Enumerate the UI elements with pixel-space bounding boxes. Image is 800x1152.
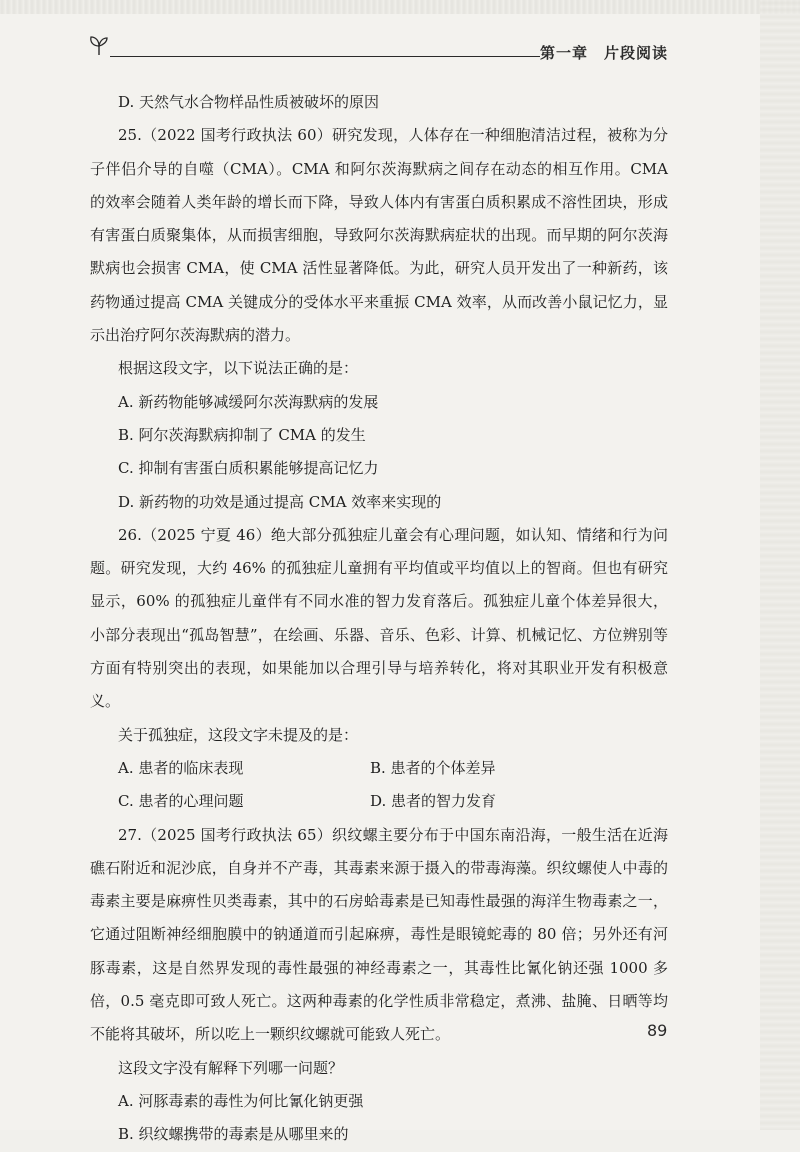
q26-question: 关于孤独症，这段文字未提及的是：: [118, 725, 359, 744]
page-content: [90, 86, 668, 1152]
header-rule: [110, 56, 540, 57]
q27-question: 这段文字没有解释下列哪一问题？: [118, 1058, 344, 1077]
q25-stem: 25.（2022 国考行政执法 60）研究发现，人体存在一种细胞清洁过程，被称为分子伴侣介导的自噬（CMA）。CMA 和阿尔茨海默病之间存在动态的相互作用。CMA 的效率会随着人类年龄的增长而下降，导致人体内有害蛋白质积累成不溶性团块，形成有害蛋白质聚集体，从而损害细胞，导致阿尔茨海默病症状的出现。而早期的阿尔茨海默病也会损害 CMA，使 CMA 活性显著降低。为此，研究人员开发出了一种新药，该药物通过提高 CMA 关键成分的受体水平来重振 CMA 效率，从而改善小鼠记忆力，显示出治疗阿尔茨海默病的潜力。: [90, 126, 668, 345]
q25-option-a: A. 新药物能够减缓阿尔茨海默病的发展: [118, 392, 379, 411]
q25-option-b: B. 阿尔茨海默病抑制了 CMA 的发生: [118, 425, 366, 444]
page-number: 89: [647, 1021, 668, 1040]
scan-edge-right: [760, 0, 800, 1130]
q27-option-b: B. 织纹螺携带的毒素是从哪里来的: [118, 1125, 349, 1144]
q26-options-row-1: [90, 752, 668, 785]
q26-option-b: B. 患者的个体差异: [370, 758, 496, 777]
q26-options-row-2: [90, 785, 668, 818]
previous-option-d: D. 天然气水合物样品性质被破坏的原因: [118, 93, 380, 111]
scan-edge-top: [0, 0, 800, 14]
q26-option-d: D. 患者的智力发育: [370, 792, 497, 811]
q25-question: 根据这段文字，以下说法正确的是：: [118, 359, 359, 378]
page-header: [88, 34, 668, 64]
q27-option-a: A. 河豚毒素的毒性为何比氰化钠更强: [118, 1091, 364, 1110]
sprout-icon: [88, 34, 110, 56]
q26-option-c: C. 患者的心理问题: [118, 792, 244, 811]
q25-option-c: C. 抑制有害蛋白质积累能够提高记忆力: [118, 459, 379, 478]
q27-stem: 27.（2025 国考行政执法 65）织纹螺主要分布于中国东南沿海，一般生活在近海礁石附近和泥沙底，自身并不产毒，其毒素来源于摄入的带毒海藻。织纹螺使人中毒的毒素主要是麻痹性贝类毒素，其中的石房蛤毒素是已知毒性最强的海洋生物毒素之一，它通过阻断神经细胞膜中的钠通道而引起麻痹，毒性是眼镜蛇毒的 80 倍；另外还有河豚毒素，这是自然界发现的毒性最强的神经毒素之一，其毒性比氰化钠还强 1000 多倍，0.5 毫克即可致人死亡。这两种毒素的化学性质非常稳定，煮沸、盐腌、日晒等均不能将其破坏，所以吃上一颗织纹螺就可能致人死亡。: [90, 825, 668, 1044]
q25-option-d: D. 新药物的功效是通过提高 CMA 效率来实现的: [118, 492, 442, 511]
chapter-title: 第一章 片段阅读: [539, 44, 668, 62]
q26-option-a: A. 患者的临床表现: [118, 758, 244, 777]
q26-stem: 26.（2025 宁夏 46）绝大部分孤独症儿童会有心理问题，如认知、情绪和行为问题。研究发现，大约 46% 的孤独症儿童拥有平均值或平均值以上的智商。但也有研究显示，60% 的孤独症儿童伴有不同水准的智力发育落后。孤独症儿童个体差异很大，小部分表现出“孤岛智慧”，在绘画、乐器、音乐、色彩、计算、机械记忆、方位辨别等方面有特别突出的表现，如果能加以合理引导与培养转化，将对其职业开发有积极意义。: [90, 525, 668, 711]
